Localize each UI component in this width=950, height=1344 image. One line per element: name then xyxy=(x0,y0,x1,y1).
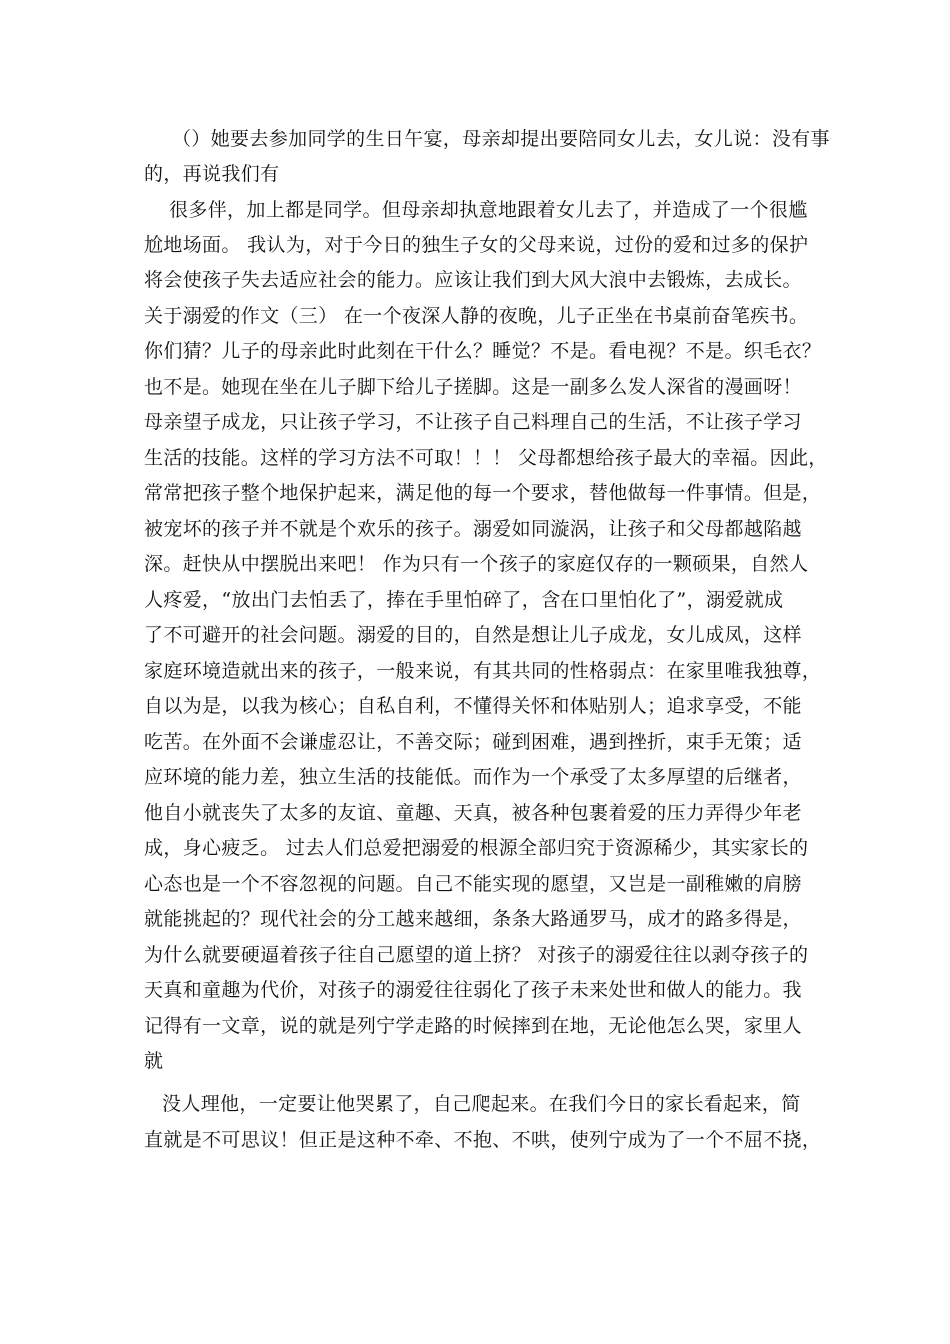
text-line: 为什么就要硬逼着孩子往自己愿望的道上挤？ 对孩子的溺爱往往以剥夺孩子的 xyxy=(144,944,809,966)
text-line: 常常把孩子整个地保护起来，满足他的每一个要求，替他做每一件事情。但是， xyxy=(144,482,822,504)
text-line: 人疼爱，“放出门去怕丢了，捧在手里怕碎了，含在口里怕化了”，溺爱就成 xyxy=(144,589,784,611)
text-line: 没人理他，一定要让他哭累了，自己爬起来。在我们今日的家长看起来，简 xyxy=(162,1093,801,1115)
text-line: 就能挑起的？现代社会的分工越来越细，条条大路通罗马，成才的路多得是， xyxy=(144,908,802,930)
text-line: 的，再说我们有 xyxy=(144,163,280,185)
text-line: 生活的技能。这样的学习方法不可取！！！ 父母都想给孩子最大的幸福。因此， xyxy=(144,447,828,469)
text-line: （）她要去参加同学的生日午宴，母亲却提出要陪同女儿去，女儿说：没有事 xyxy=(172,128,830,150)
text-line: 直就是不可思议！但正是这种不牵、不抱、不哄，使列宁成为了一个不屈不挠， xyxy=(144,1129,822,1151)
text-line: 将会使孩子失去适应社会的能力。应该让我们到大风大浪中去锻炼，去成长。 xyxy=(144,269,802,291)
text-line: 心态也是一个不容忽视的问题。自己不能实现的愿望，又岂是一副稚嫩的肩膀 xyxy=(144,873,802,895)
text-line: 了不可避开的社会问题。溺爱的目的，自然是想让儿子成龙，女儿成凤，这样 xyxy=(144,624,802,646)
text-line: 尬地场面。 我认为，对于今日的独生子女的父母来说，过份的爱和过多的保护 xyxy=(144,234,809,256)
text-line: 深。赶快从中摆脱出来吧！ 作为只有一个孩子的家庭仅存的一颗硕果，自然人 xyxy=(144,553,809,575)
text-line: 吃苦。在外面不会谦虚忍让，不善交际；碰到困难，遇到挫折，束手无策；适 xyxy=(144,731,802,753)
text-line: 天真和童趣为代价，对孩子的溺爱往往弱化了孩子未来处世和做人的能力。我 xyxy=(144,979,802,1001)
text-line: 应环境的能力差，独立生活的技能低。而作为一个承受了太多厚望的后继者， xyxy=(144,766,802,788)
text-line: 成，身心疲乏。 过去人们总爱把溺爱的根源全部归究于资源稀少，其实家长的 xyxy=(144,837,809,859)
text-line: 他自小就丧失了太多的友谊、童趣、天真，被各种包裹着爱的压力弄得少年老 xyxy=(144,802,802,824)
text-line: 关于溺爱的作文（三） 在一个夜深人静的夜晚，儿子正坐在书桌前奋笔疾书。 xyxy=(144,305,809,327)
text-line: 也不是。她现在坐在儿子脚下给儿子搓脚。这是一副多么发人深省的漫画呀！ xyxy=(144,376,802,398)
text-line: 被宠坏的孩子并不就是个欢乐的孩子。溺爱如同漩涡，让孩子和父母都越陷越 xyxy=(144,518,802,540)
text-line: 母亲望子成龙，只让孩子学习，不让孩子自己料理自己的生活，不让孩子学习 xyxy=(144,411,802,433)
text-line: 很多伴，加上都是同学。但母亲却执意地跟着女儿去了，并造成了一个很尴 xyxy=(169,199,808,221)
text-line: 记得有一文章，说的就是列宁学走路的时候摔到在地，无论他怎么哭，家里人 xyxy=(144,1015,802,1037)
text-line: 家庭环境造就出来的孩子，一般来说，有其共同的性格弱点：在家里唯我独尊， xyxy=(144,660,822,682)
text-line: 你们猜？儿子的母亲此时此刻在干什么？睡觉？不是。看电视？不是。织毛衣？ xyxy=(144,340,822,362)
text-line: 就 xyxy=(144,1050,164,1072)
text-line: 自以为是，以我为核心；自私自利，不懂得关怀和体贴别人；追求享受，不能 xyxy=(144,695,802,717)
